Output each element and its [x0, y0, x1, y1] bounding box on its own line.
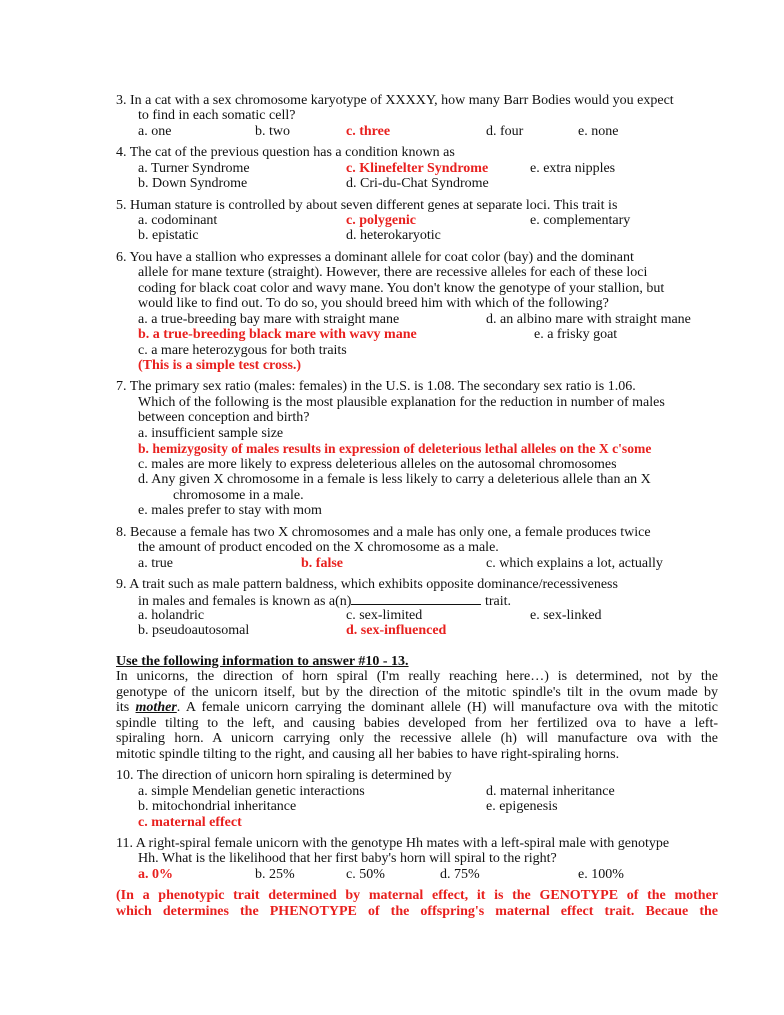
- q8-option-b-answer: b. false: [301, 556, 343, 571]
- q6-option-d: d. an albino mare with straight mane: [486, 312, 691, 327]
- info-heading: Use the following information to answer #10 - 13.: [116, 654, 409, 669]
- q5-option-d: d. heterokaryotic: [346, 228, 441, 243]
- info-paragraph-line5: spiraling horn. A unicorn carrying only the recessive allele (h) will manufacture ova with the: [116, 731, 718, 746]
- q4-option-c-answer: c. Klinefelter Syndrome: [346, 161, 489, 176]
- q8-option-c: c. which explains a lot, actually: [486, 556, 663, 571]
- q9-option-e: e. sex-linked: [530, 608, 602, 623]
- q6-stem-line3: coding for black coat color and wavy mane. You don't know the genotype of your stallion, but: [138, 281, 665, 296]
- q9-stem-line2-text: in males and females is known as a(n): [138, 594, 352, 609]
- info-line3-rest: . A female unicorn carrying the dominant allele (H) will manufacture ova with the mitotic: [176, 700, 718, 715]
- q6-answer-note: (This is a simple test cross.): [138, 358, 302, 373]
- q8-option-a: a. true: [138, 556, 173, 571]
- q3-option-d: d. four: [486, 124, 524, 139]
- q9-stem-line2: [138, 592, 511, 609]
- q7-stem: 7. The primary sex ratio (males: females) in the U.S. is 1.08. The secondary sex ratio is 1.06.: [116, 379, 636, 394]
- info-its: its: [116, 700, 130, 715]
- q9-stem: 9. A trait such as male pattern baldness, which exhibits opposite dominance/recessiveness: [116, 577, 618, 592]
- q10-option-b: b. mitochondrial inheritance: [138, 799, 297, 814]
- q9-option-a: a. holandric: [138, 608, 205, 623]
- q11-option-a-answer: a. 0%: [138, 867, 173, 882]
- info-paragraph-line3: [116, 700, 718, 715]
- q11-option-d: d. 75%: [440, 867, 480, 882]
- q11-stem: 11. A right-spiral female unicorn with the genotype Hh mates with a left-spiral male with genotype: [116, 836, 670, 851]
- q6-option-b-answer: b. a true-breeding black mare with wavy mane: [138, 327, 417, 342]
- q6-stem-line2: allele for mane texture (straight). However, there are recessive alleles for each of these loci: [138, 265, 648, 280]
- q9-option-b: b. pseudoautosomal: [138, 623, 250, 638]
- q3-stem: 3. In a cat with a sex chromosome karyotype of XXXXY, how many Barr Bodies would you expect: [116, 93, 674, 108]
- q7-option-b-answer: b. hemizygosity of males results in expression of deleterious lethal alleles on the X c'some: [138, 441, 652, 456]
- info-paragraph-line4: spindle tilting to the left, and causing babies developed from her fertilized ova to have a left-: [116, 716, 718, 731]
- q9-blank: [351, 592, 481, 605]
- q5-stem: 5. Human stature is controlled by about seven different genes at separate loci. This trait is: [116, 198, 618, 213]
- info-mother: mother: [135, 700, 177, 715]
- q7-option-a: a. insufficient sample size: [138, 426, 284, 441]
- q6-option-c: c. a mare heterozygous for both traits: [138, 343, 347, 358]
- info-paragraph-line2: genotype of the unicorn itself, but by the direction of the mitotic spindle's tilt in the ovum made by: [116, 685, 718, 700]
- q7-option-d-cont: chromosome in a male.: [173, 488, 304, 503]
- q3-option-e: e. none: [578, 124, 619, 139]
- q7-stem-line3: between conception and birth?: [138, 410, 310, 425]
- q4-option-b: b. Down Syndrome: [138, 176, 248, 191]
- q10-stem: 10. The direction of unicorn horn spiraling is determined by: [116, 768, 452, 783]
- q5-option-c-answer: c. polygenic: [346, 213, 416, 228]
- q7-option-e: e. males prefer to stay with mom: [138, 503, 322, 518]
- q8-stem-line2: the amount of product encoded on the X chromosome as a male.: [138, 540, 499, 555]
- q11-option-b: b. 25%: [255, 867, 295, 882]
- q7-stem-line2: Which of the following is the most plausible explanation for the reduction in number of males: [138, 395, 665, 410]
- q5-option-a: a. codominant: [138, 213, 218, 228]
- q7-option-d: d. Any given X chromosome in a female is less likely to carry a deleterious allele than an X: [138, 472, 651, 487]
- q6-stem-line4: would like to find out. To do so, you should breed him with which of the following?: [138, 296, 609, 311]
- q3-option-c-answer: c. three: [346, 124, 391, 139]
- q10-option-e: e. epigenesis: [486, 799, 558, 814]
- q6-stem: 6. You have a stallion who expresses a dominant allele for coat color (bay) and the dominant: [116, 250, 634, 265]
- q4-option-d: d. Cri-du-Chat Syndrome: [346, 176, 489, 191]
- q5-option-e: e. complementary: [530, 213, 631, 228]
- q9-option-d-answer: d. sex-influenced: [346, 623, 447, 638]
- q3-stem-cont: to find in each somatic cell?: [138, 108, 296, 123]
- q4-stem: 4. The cat of the previous question has a condition known as: [116, 145, 455, 160]
- q3-option-a: a. one: [138, 124, 172, 139]
- q9-stem-line2-end: trait.: [484, 594, 511, 609]
- q11-explanation-line2: which determines the PHENOTYPE of the offspring's maternal effect trait. Becaue the: [116, 904, 718, 919]
- q3-option-b: b. two: [255, 124, 290, 139]
- q11-explanation-line1: (In a phenotypic trait determined by maternal effect, it is the GENOTYPE of the mother: [116, 888, 718, 903]
- q6-option-e: e. a frisky goat: [534, 327, 618, 342]
- q10-option-c-answer: c. maternal effect: [138, 815, 242, 830]
- q4-option-e: e. extra nipples: [530, 161, 616, 176]
- q10-option-d: d. maternal inheritance: [486, 784, 615, 799]
- q11-option-c: c. 50%: [346, 867, 385, 882]
- q9-option-c: c. sex-limited: [346, 608, 423, 623]
- info-paragraph-line1: In unicorns, the direction of horn spiral (I'm really reaching here…) is determined, not by the: [116, 669, 718, 684]
- q7-option-c: c. males are more likely to express deleterious alleles on the autosomal chromosomes: [138, 457, 617, 472]
- q6-option-a: a. a true-breeding bay mare with straight mane: [138, 312, 400, 327]
- q5-option-b: b. epistatic: [138, 228, 199, 243]
- q11-stem-line2: Hh. What is the likelihood that her first baby's horn will spiral to the right?: [138, 851, 557, 866]
- q10-option-a: a. simple Mendelian genetic interactions: [138, 784, 365, 799]
- info-paragraph-line6: mitotic spindle tilting to the right, and causing all her babies to have right-spiraling horns.: [116, 747, 620, 762]
- q4-option-a: a. Turner Syndrome: [138, 161, 250, 176]
- q11-option-e: e. 100%: [578, 867, 624, 882]
- q8-stem: 8. Because a female has two X chromosomes and a male has only one, a female produces twice: [116, 525, 651, 540]
